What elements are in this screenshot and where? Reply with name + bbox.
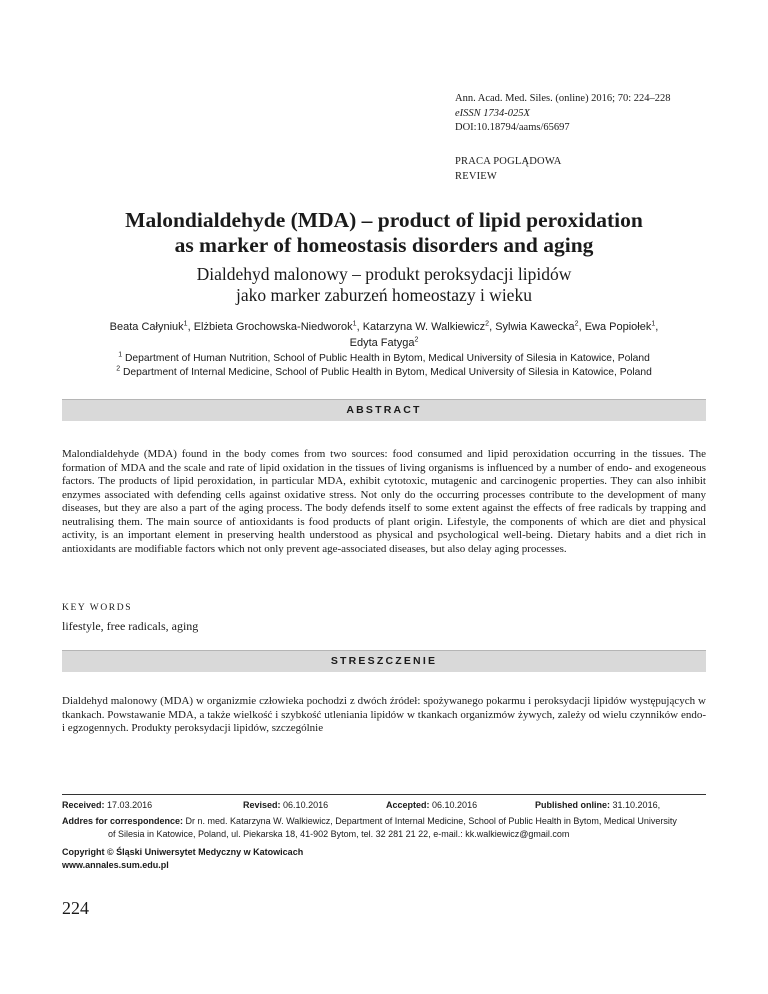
author: Sylwia Kawecka$^2$, <box>495 320 585 333</box>
journal-issn: eISSN 1734-025X <box>455 107 530 119</box>
correspondence-line1: Dr n. med. Katarzyna W. Walkiewicz, Department of Internal Medicine, School of Public Health in Bytom, Medical University <box>185 816 677 826</box>
author: Edyta Fatyga$^2$ <box>349 335 419 349</box>
keywords-label: KEY WORDS <box>62 603 133 613</box>
title-polish <box>0 264 768 306</box>
title-pl-line1: Dialdehyd malonowy – produkt peroksydacji lipidów <box>196 264 572 284</box>
website-link[interactable]: www.annales.sum.edu.pl <box>62 859 169 870</box>
affiliations <box>40 352 728 380</box>
title-english <box>0 208 768 258</box>
author: Ewa Popiołek$^1$, <box>584 320 659 333</box>
article-type <box>455 154 562 184</box>
correspondence-line2: of Silesia in Katowice, Poland, ul. Piekarska 18, 41-902 Bytom, tel. 32 281 21 22, e-mail.: kk.walkiewicz@gmail.com <box>108 828 570 839</box>
journal-citation: Ann. Acad. Med. Siles. (online) 2016; 70: 224–228 <box>455 93 671 104</box>
author: Beata Całyniuk$^1$, <box>109 320 194 333</box>
copyright-text: Copyright © Śląski Uniwersytet Medyczny w Katowicach <box>62 847 304 857</box>
author-list <box>100 320 668 351</box>
abstract-text: Malondialdehyde (MDA) found in the body comes from two sources: food consumed and lipid peroxidation occurring in the tissues. The formation of MDA and the scale and rate of lipid oxidation in the tissues of living organisms is influenced by a number of endo- and exogeneous factors. The products of lipid peroxidation, in particular MDA, exhibit cytotoxic, mutagenic and carcinogenic properties. They can also inhibit enzymes associated with defending cells against oxidative stress. Not only do the occurring processes contribute to the development of many diseases, but they are also a part of the aging process. The body defends itself to some extent against the effects of free radicals by trapping and neutralising them. The main source of antioxidants is food products of plant origin. Lifestyle, the components of which are diet and physical activity, is an important element in preserving health understood as physical and psychological well-being. Dietary habits and a diet rich in antioxidants are modifiable factors which not only prevent age-associated diseases, but also delay aging processes. <box>62 448 706 555</box>
streszczenie-heading-band <box>62 650 706 672</box>
published-date: Published online: 31.10.2016, <box>535 800 661 810</box>
author: Katarzyna W. Walkiewicz$^2$, <box>362 320 496 333</box>
title-en-line2: as marker of homeostasis disorders and aging <box>174 233 594 257</box>
title-pl-line2: jako marker zaburzeń homeostazy i wieku <box>236 285 532 305</box>
author: Elżbieta Grochowska-Niedworok$^1$, <box>193 320 363 333</box>
page-number: 224 <box>62 898 89 918</box>
journal-doi: DOI:10.18794/aams/65697 <box>455 122 570 133</box>
affiliation-item: $^1$ Department of Human Nutrition, School of Public Health in Bytom, Medical University of Silesia in Katowice, Poland <box>118 351 650 364</box>
abstract-heading-band <box>62 399 706 421</box>
article-type-pl: PRACA POGLĄDOWA <box>455 156 562 167</box>
footer-divider <box>62 794 706 795</box>
streszczenie-text: Dialdehyd malonowy (MDA) w organizmie człowieka pochodzi z dwóch źródeł: spożywanego pokarmu i peroksydacji lipidów występujących w tkankach. Powstawanie MDA, a także wielkość i szybkość utleniania lipidów w tkankach organizmów żywych, zależy od wielu czynników endo- i egzogennych. Produkty peroksydacji lipidów, szczególnie <box>62 695 706 734</box>
copyright-block <box>62 846 303 871</box>
keywords-text: lifestyle, free radicals, aging <box>62 619 199 633</box>
correspondence-address <box>62 815 706 840</box>
affiliation-item: $^2$ Department of Internal Medicine, School of Public Health in Bytom, Medical University of Silesia in Katowice, Poland <box>116 365 652 378</box>
journal-info <box>455 92 671 136</box>
abstract-heading: ABSTRACT <box>346 404 422 416</box>
article-type-en: REVIEW <box>455 171 498 182</box>
title-en-line1: Malondialdehyde (MDA) – product of lipid peroxidation <box>125 208 643 232</box>
streszczenie-heading: STRESZCZENIE <box>330 655 438 667</box>
accepted-date: Accepted: 06.10.2016 <box>386 800 478 810</box>
correspondence-label: Addres for correspondence: <box>62 816 184 826</box>
revised-date: Revised: 06.10.2016 <box>243 800 329 810</box>
received-date: Received: 17.03.2016 <box>62 800 153 810</box>
